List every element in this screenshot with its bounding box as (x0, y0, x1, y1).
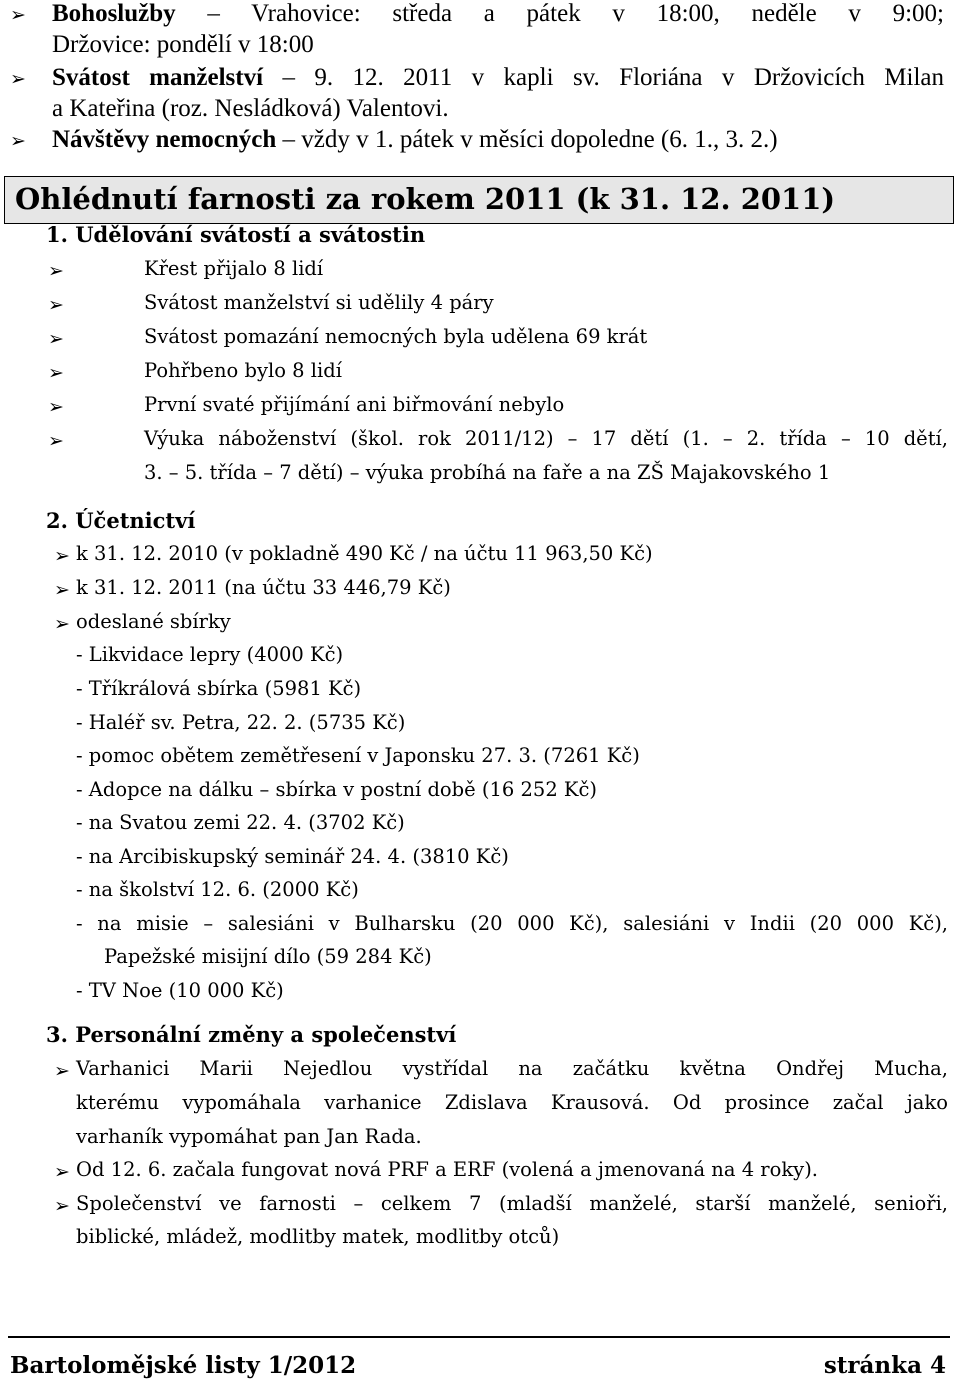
list-item: Svátost manželství si udělily 4 páry (144, 291, 494, 314)
collection-item: - pomoc obětem zemětřesení v Japonsku 27. 3. (7261 Kč) (76, 744, 640, 767)
bullet-arrow-icon: ➢ (54, 579, 70, 601)
footer-divider (8, 1336, 950, 1338)
list-item: Křest přijalo 8 lidí (144, 257, 324, 280)
bullet-arrow-icon: ➢ (54, 1161, 70, 1183)
collection-item: - Tříkrálová sbírka (5981 Kč) (76, 677, 362, 700)
paragraph-line: kterému vypomáhala varhanice Zdislava Krausová. Od prosince začal jako (76, 1091, 948, 1114)
list-item: Svátost pomazání nemocných byla udělena 69 krát (144, 325, 648, 348)
list-item: Výuka náboženství (škol. rok 2011/12) – 17 dětí (1. – 2. třída – 10 dětí, (144, 427, 948, 450)
paragraph-line: biblické, mládež, modlitby matek, modlitby otců) (76, 1225, 560, 1248)
bullet-arrow-icon: ➢ (48, 430, 64, 452)
collection-item: - na Arcibiskupský seminář 24. 4. (3810 Kč) (76, 845, 509, 868)
collection-item: - na Svatou zemi 22. 4. (3702 Kč) (76, 811, 405, 834)
top-item-3: Návštěvy nemocných – vždy v 1. pátek v měsíci dopoledne (6. 1., 3. 2.) (52, 126, 778, 153)
collection-item-cont: Papežské misijní dílo (59 284 Kč) (104, 945, 432, 968)
top-item-2: Svátost manželství – 9. 12. 2011 v kapli sv. Floriána v Držovicích Milan (52, 64, 944, 91)
collection-item: - Adopce na dálku – sbírka v postní době (16 252 Kč) (76, 778, 598, 801)
section-3-title: 3. Personální změny a společenství (46, 1022, 457, 1047)
bullet-arrow-icon: ➢ (48, 260, 64, 282)
collection-item: - TV Noe (10 000 Kč) (76, 979, 284, 1002)
top-item-2-cont: a Kateřina (roz. Nesládková) Valentovi. (52, 95, 449, 122)
paragraph-line: Varhanici Marii Nejedlou vystřídal na začátku května Ondřej Mucha, (76, 1057, 948, 1080)
bullet-arrow-icon: ➢ (48, 396, 64, 418)
page-title: Ohlédnutí farnosti za rokem 2011 (k 31. 12. 2011) (15, 182, 836, 216)
list-item-cont: 3. – 5. třída – 7 dětí) – výuka probíhá na faře a na ZŠ Majakovského 1 (144, 461, 831, 484)
year-review-heading-box (4, 176, 954, 224)
collection-item: - na školství 12. 6. (2000 Kč) (76, 878, 359, 901)
list-item: k 31. 12. 2010 (v pokladně 490 Kč / na účtu 11 963,50 Kč) (76, 542, 653, 565)
collection-item: - Haléř sv. Petra, 22. 2. (5735 Kč) (76, 711, 406, 734)
section-2-title: 2. Účetnictví (46, 508, 196, 533)
list-item: Pohřbeno bylo 8 lidí (144, 359, 342, 382)
top-item-1-cont: Držovice: pondělí v 18:00 (52, 31, 314, 58)
bullet-arrow-icon: ➢ (48, 328, 64, 350)
bullet-arrow-icon: ➢ (48, 362, 64, 384)
bullet-arrow-icon: ➢ (54, 1195, 70, 1217)
bullet-arrow-icon: ➢ (10, 4, 26, 26)
section-1-title: 1. Udělování svátostí a svátostin (46, 222, 426, 247)
list-item: odeslané sbírky (76, 610, 231, 633)
bullet-arrow-icon: ➢ (54, 1060, 70, 1082)
bullet-arrow-icon: ➢ (54, 545, 70, 567)
bullet-arrow-icon: ➢ (48, 294, 64, 316)
bullet-arrow-icon: ➢ (10, 130, 26, 152)
paragraph-line: Společenství ve farnosti – celkem 7 (mladší manželé, starší manželé, senioři, (76, 1192, 948, 1215)
collection-item: - na misie – salesiáni v Bulharsku (20 000 Kč), salesiáni v Indii (20 000 Kč), (76, 912, 948, 935)
top-item-1: Bohoslužby – Vrahovice: středa a pátek v 18:00, neděle v 9:00; (52, 0, 944, 27)
list-item: k 31. 12. 2011 (na účtu 33 446,79 Kč) (76, 576, 451, 599)
paragraph-line: Od 12. 6. začala fungovat nová PRF a ERF (volená a jmenovaná na 4 roky). (76, 1158, 818, 1181)
paragraph-line: varhaník vypomáhat pan Jan Rada. (76, 1125, 422, 1148)
collection-item: - Likvidace lepry (4000 Kč) (76, 643, 344, 666)
bullet-arrow-icon: ➢ (54, 613, 70, 635)
bullet-arrow-icon: ➢ (10, 68, 26, 90)
list-item: První svaté přijímání ani biřmování nebylo (144, 393, 565, 416)
footer-publication: Bartolomějské listy 1/2012 (10, 1352, 357, 1379)
footer-page-number: stránka 4 (823, 1352, 946, 1379)
